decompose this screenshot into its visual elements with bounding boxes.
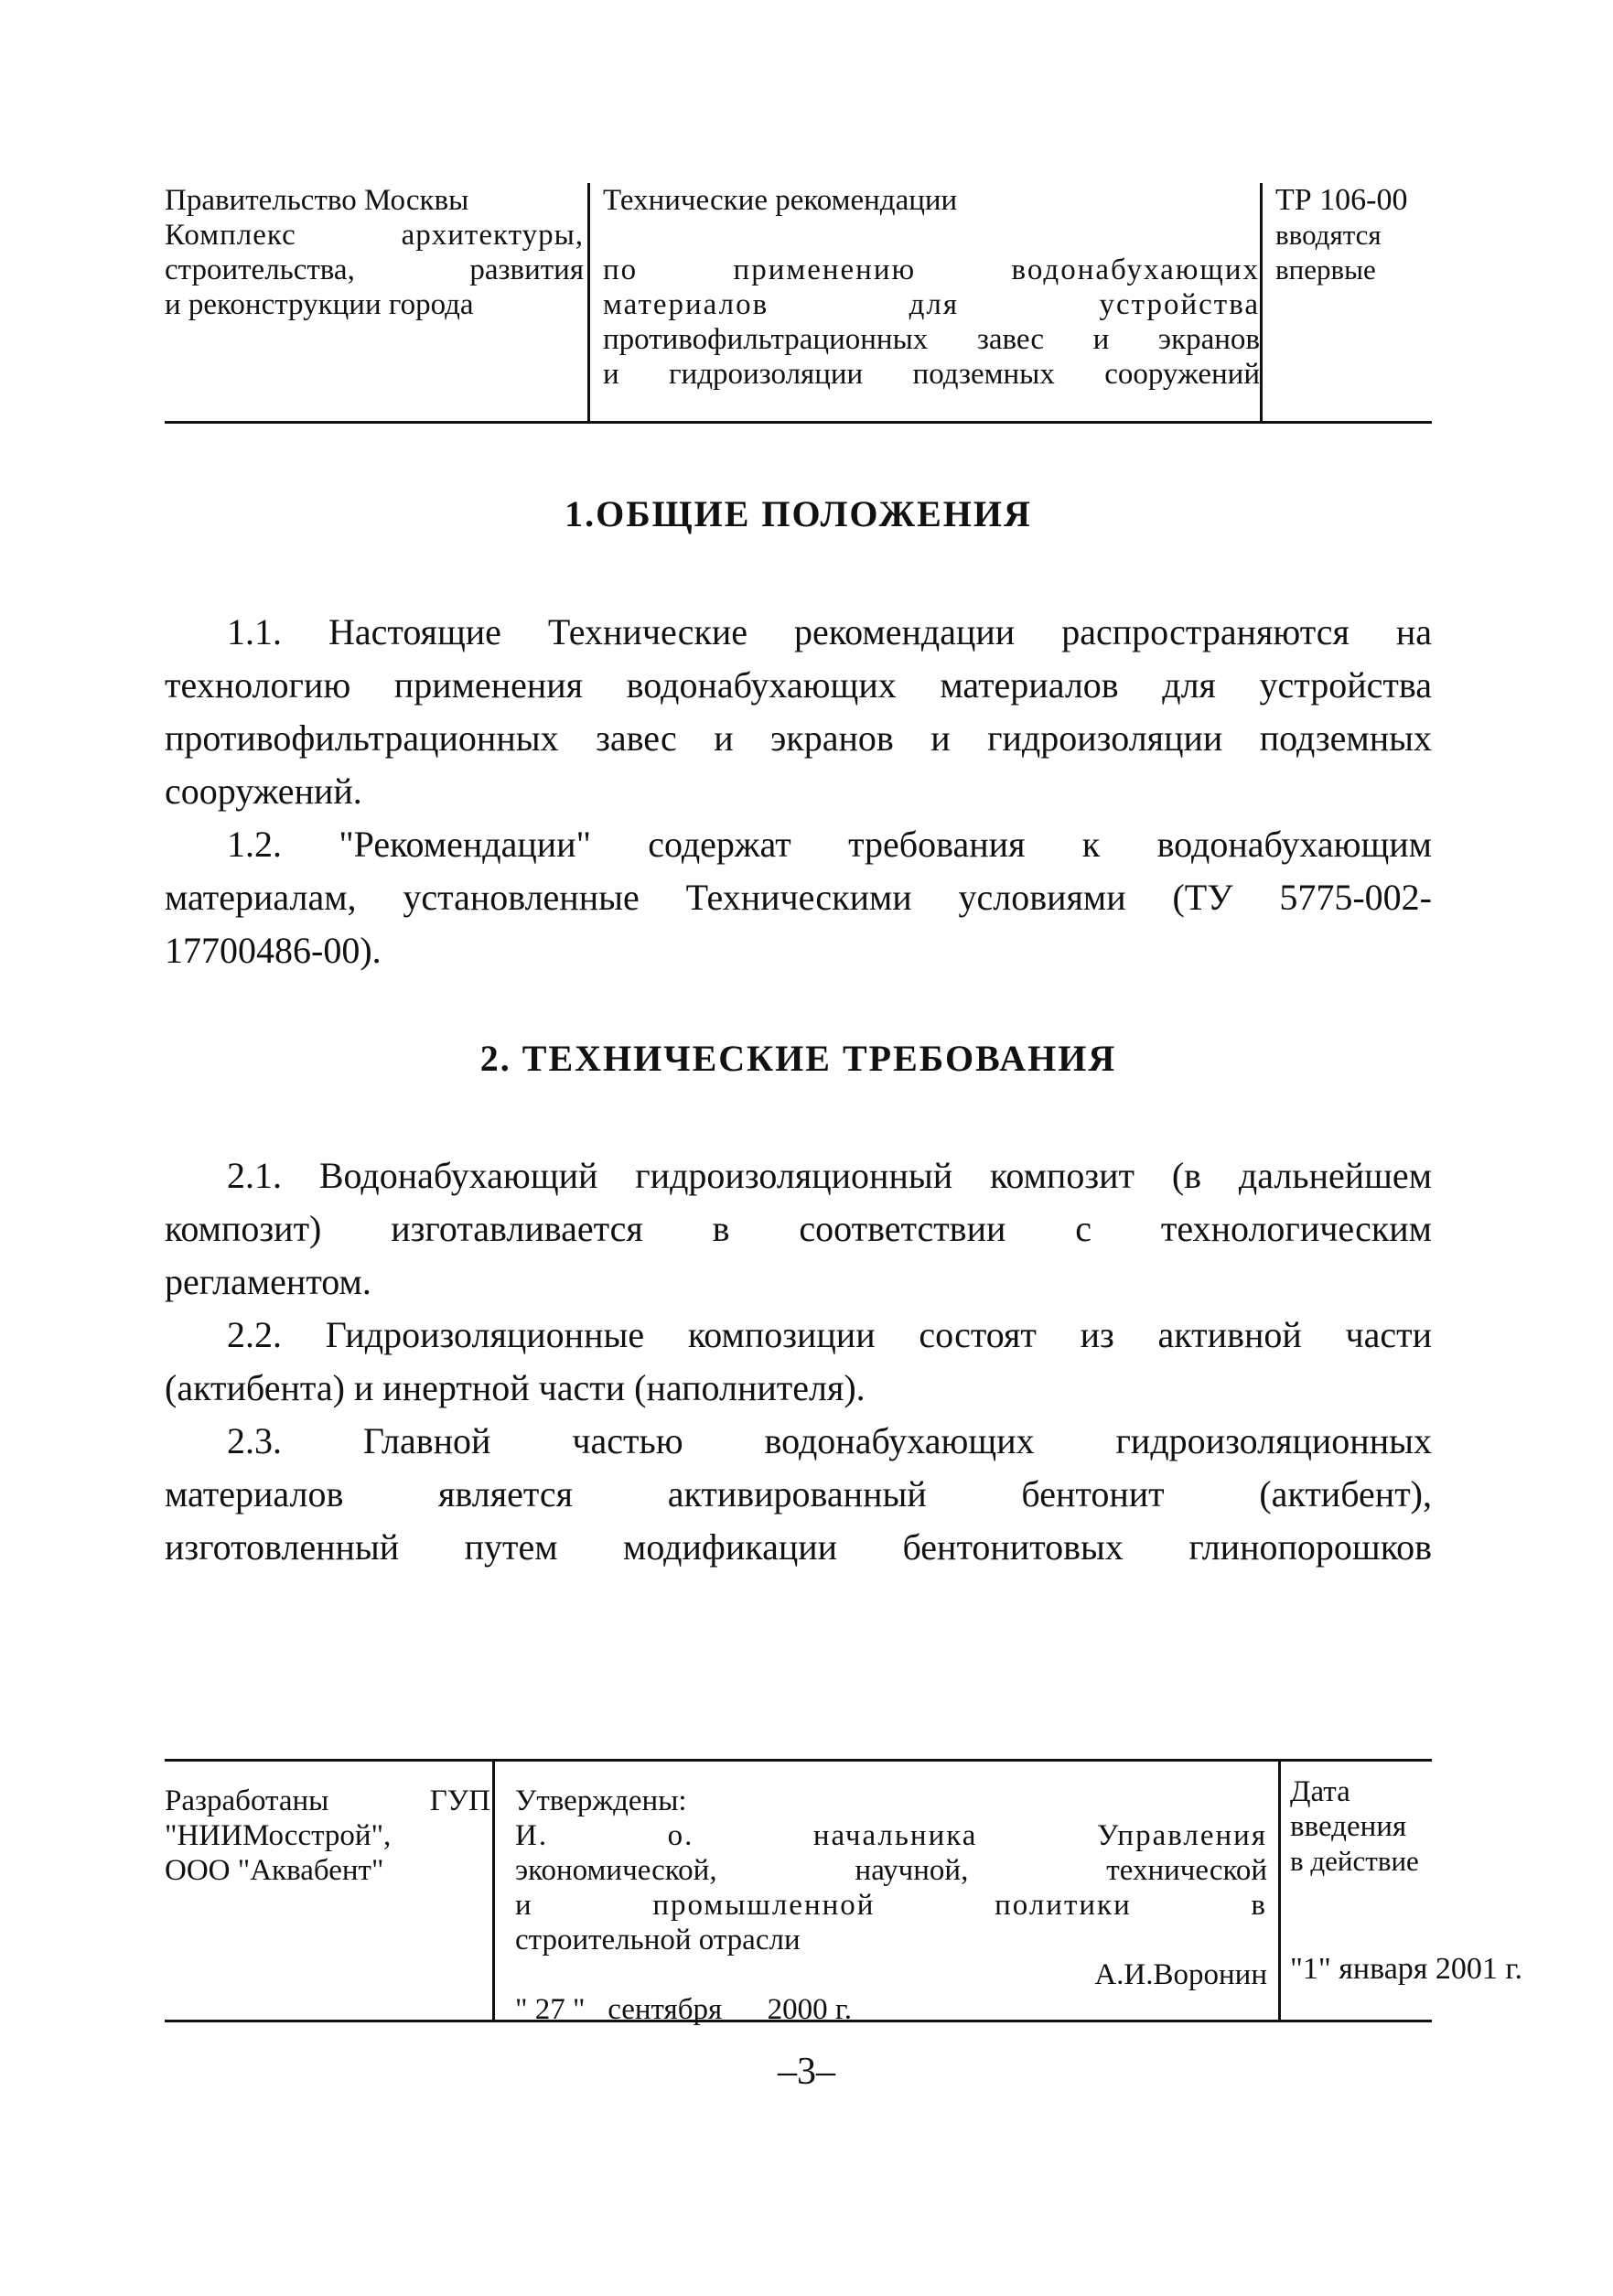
- footer-developers-line: "НИИМосстрой",: [165, 1819, 392, 1852]
- footer-table: [165, 1759, 1523, 2026]
- approval-line: строительной отрасли: [515, 1924, 801, 1956]
- header-title-line: и гидроизоляции подземных сооружений: [603, 358, 1260, 391]
- effective-label-line: в действие: [1290, 1845, 1419, 1877]
- header-org-line: Правительство Москвы: [165, 184, 469, 217]
- header-org-line: и реконструкции города: [165, 288, 474, 321]
- paragraph-line: 1.2. "Рекомендации" содержат требования к водонабухающим: [227, 824, 1432, 865]
- paragraph-2-2: [165, 1309, 1432, 1415]
- header-organization: [165, 183, 584, 421]
- paragraph-line: сооружений.: [165, 771, 362, 812]
- paragraph-line: (актибента) и инертной части (наполнителя).: [165, 1367, 866, 1408]
- paragraph-line: материалов является активированный бентонит (актибент),: [165, 1473, 1432, 1514]
- paragraph-line: 2.1. Водонабухающий гидроизоляционный композит (в дальнейшем: [227, 1155, 1432, 1196]
- footer-effective-date: [1285, 1762, 1523, 2020]
- paragraph-line: изготовленный путем модификации бентонитовых глинопорошков: [165, 1526, 1432, 1568]
- footer-approval: [492, 1762, 1281, 2026]
- section-heading: 2. ТЕХНИЧЕСКИЕ ТРЕБОВАНИЯ: [479, 1038, 1117, 1079]
- paragraph-line: технологию применения водонабухающих материалов для устройства: [165, 664, 1432, 706]
- page-number: –3–: [778, 2051, 835, 2093]
- paragraph-line: 2.2. Гидроизоляционные композиции состоят из активной части: [227, 1314, 1432, 1355]
- approval-line: и промышленной политики в: [515, 1889, 1267, 1922]
- paragraph-2-3: [165, 1415, 1432, 1574]
- header-org-line: Комплекс архитектуры,: [165, 219, 584, 252]
- paragraph-line: 1.1. Настоящие Технические рекомендации распространяются на: [227, 611, 1432, 652]
- approval-date: " 27 " сентября 2000 г.: [515, 1993, 852, 2026]
- header-document-title: [587, 183, 1263, 421]
- paragraph-1-2: [165, 818, 1432, 977]
- approval-line: И. о. начальника Управления: [515, 1819, 1267, 1852]
- paragraph-2-1: [165, 1149, 1432, 1309]
- approval-label: Утверждены:: [515, 1784, 687, 1817]
- approval-line: экономической, научной, технической: [515, 1854, 1267, 1887]
- effective-label-line: Дата введения: [1290, 1775, 1407, 1843]
- document-code: ТР 106-00: [1275, 183, 1408, 217]
- effective-date: "1" января 2001 г.: [1290, 1952, 1523, 1986]
- paragraph-line: регламентом.: [165, 1261, 371, 1302]
- header-title-line: противофильтрационных завес и экранов: [603, 323, 1260, 356]
- footer-developers: [165, 1762, 490, 2020]
- header-org-line: строительства, развития: [165, 253, 584, 286]
- header-title: Технические рекомендации: [603, 184, 958, 217]
- header-table: [165, 183, 1432, 424]
- document-status-line: впервые: [1275, 253, 1376, 286]
- header-title-line: материалов для устройства: [603, 288, 1260, 321]
- paragraph-line: противофильтрационных завес и экранов и гидроизоляции подземных: [165, 717, 1432, 759]
- paragraph-line: композит) изготавливается в соответствии с технологическим: [165, 1208, 1432, 1249]
- document-status-line: вводятся: [1275, 219, 1382, 251]
- footer-developers-line: ООО "Аквабент": [165, 1854, 384, 1887]
- paragraph-line: 17700486-00).: [165, 930, 382, 971]
- footer-developers-line: Разработаны ГУП: [165, 1784, 490, 1817]
- approval-signer: А.И.Воронин: [1094, 1958, 1267, 1991]
- paragraph-line: 2.3. Главной частью водонабухающих гидроизоляционных: [227, 1420, 1432, 1461]
- header-title-line: по применению водонабухающих: [603, 253, 1260, 286]
- section-heading: 1.ОБЩИЕ ПОЛОЖЕНИЯ: [565, 493, 1032, 534]
- paragraph-1-1: [165, 606, 1432, 818]
- paragraph-line: материалам, установленные Техническими условиями (ТУ 5775-002-: [165, 877, 1432, 918]
- header-document-code: [1272, 183, 1436, 421]
